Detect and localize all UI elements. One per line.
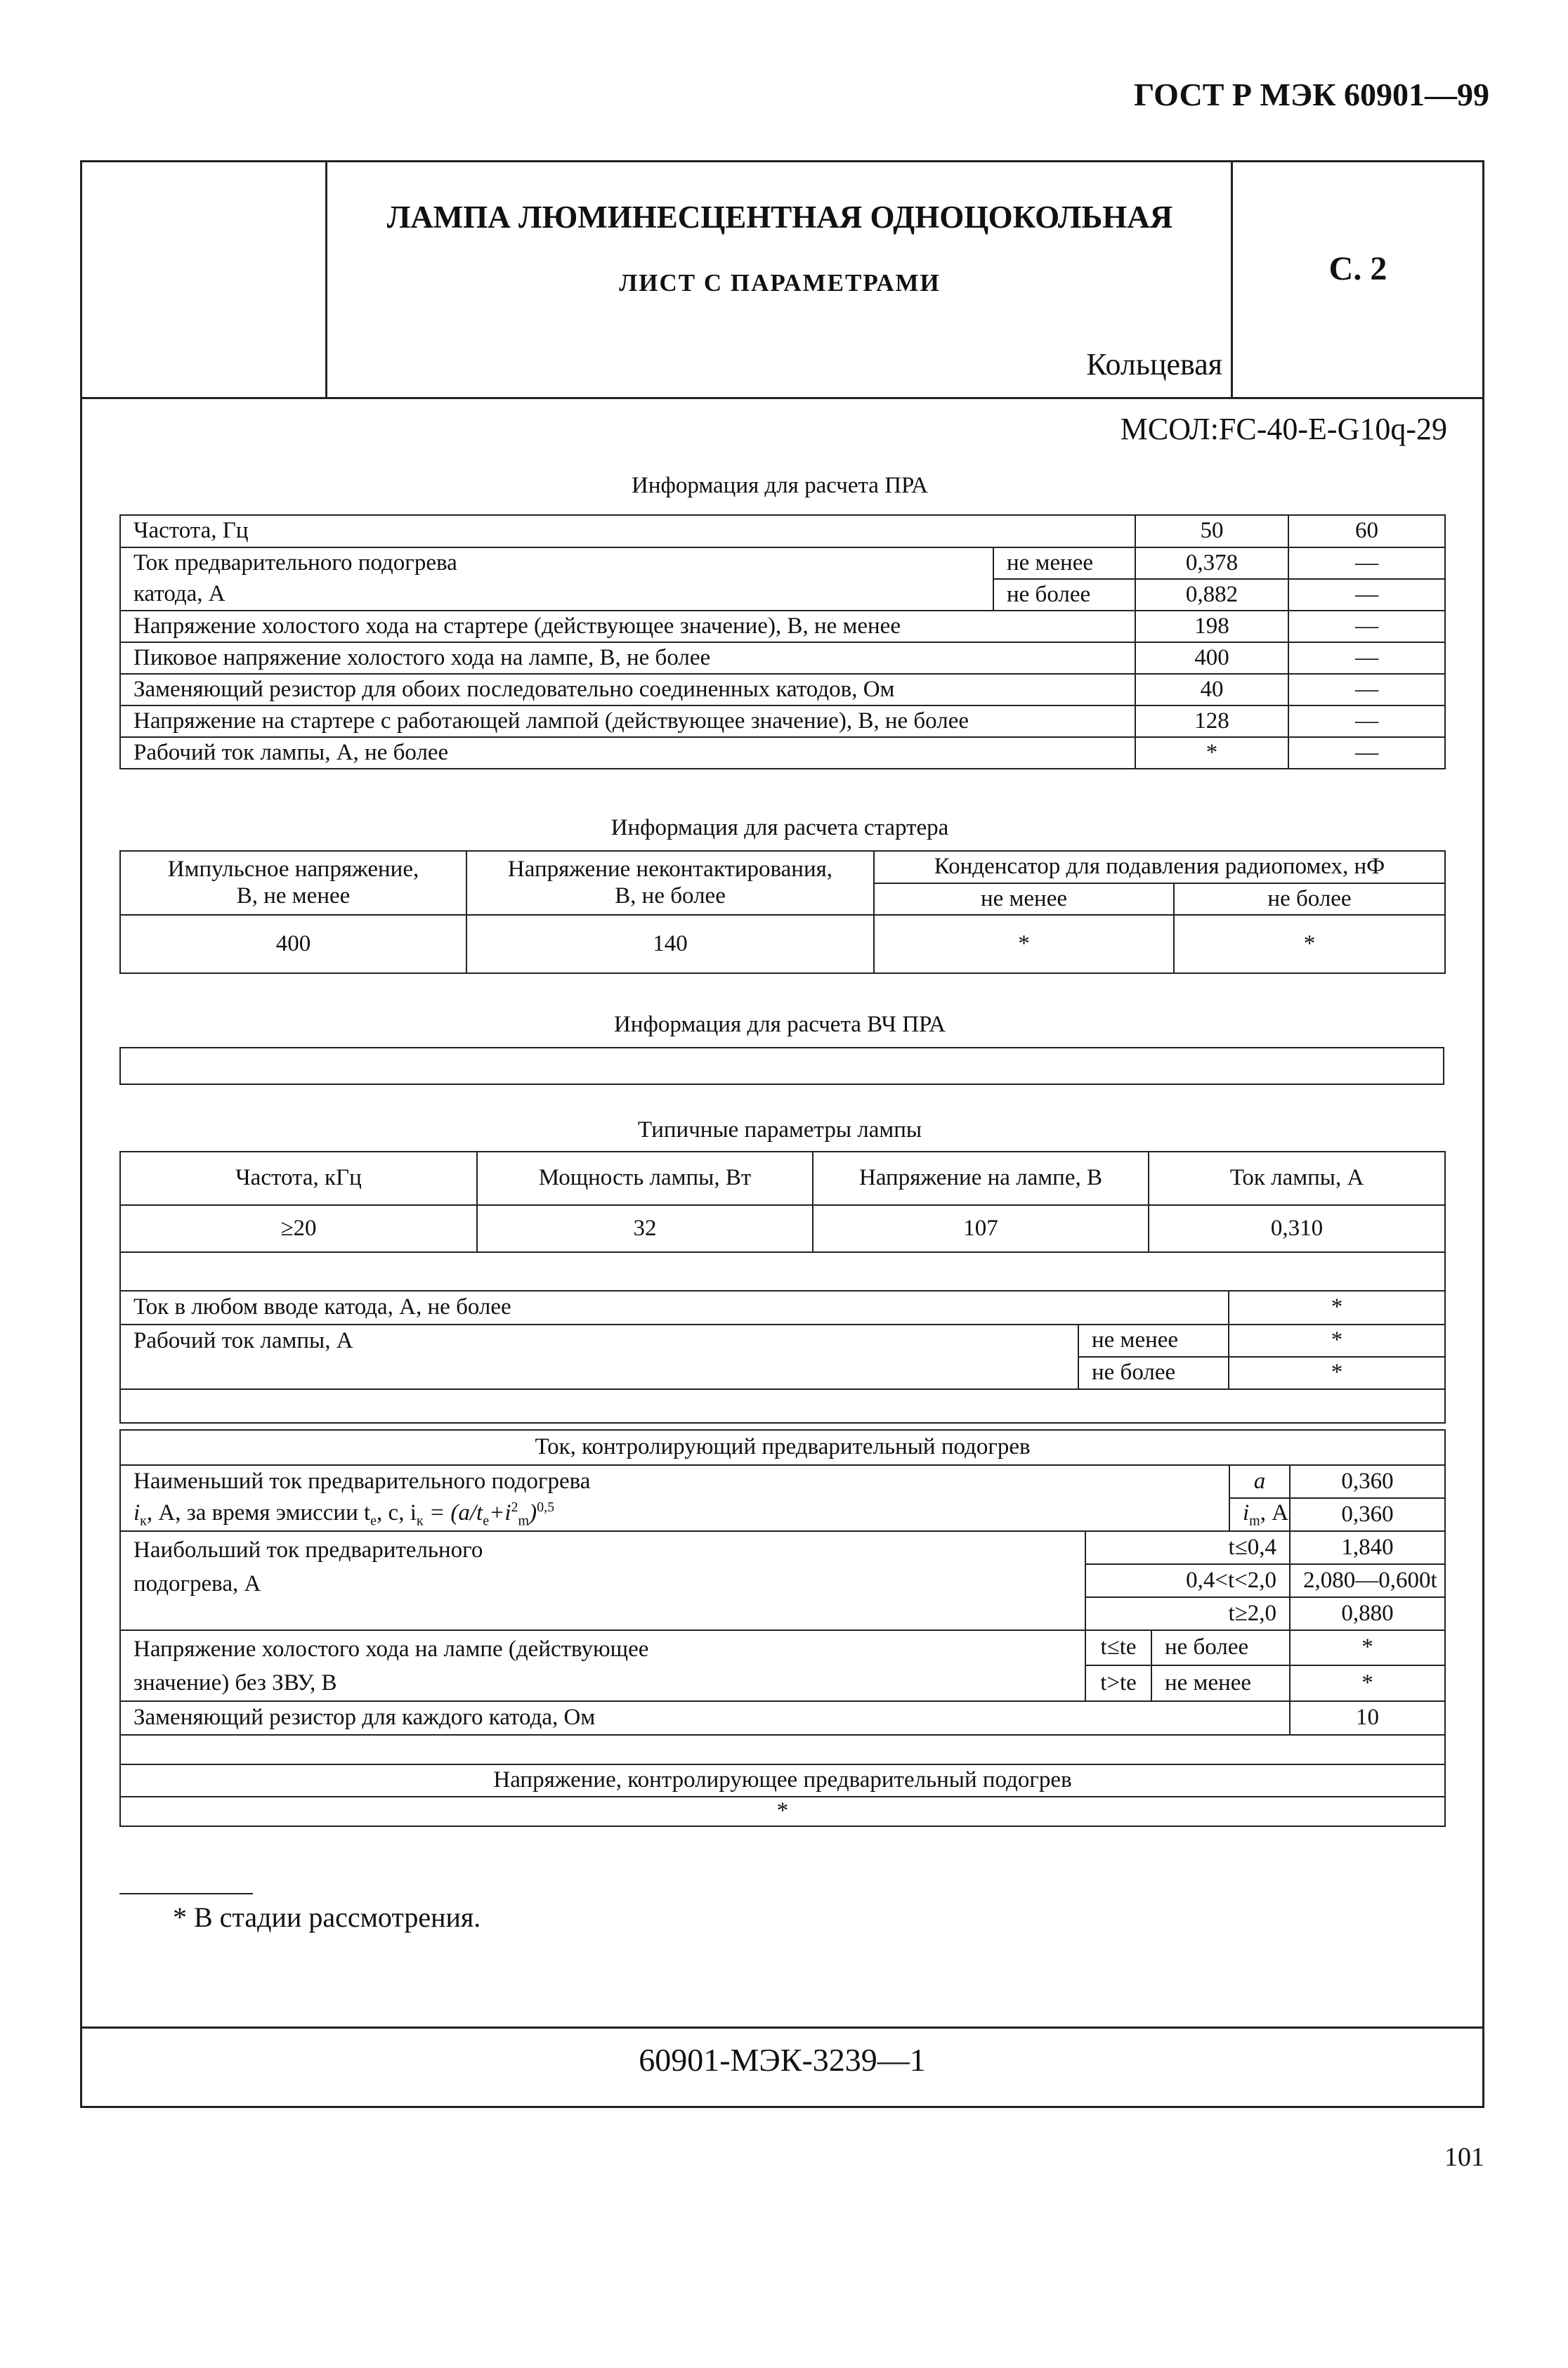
most-preheat-label [120, 1531, 1085, 1630]
op-current-min-label: не менее [1078, 1325, 1229, 1357]
table-row [120, 515, 1445, 547]
typical-value: ≥20 [120, 1205, 477, 1252]
ocv-label [120, 1630, 1085, 1701]
table-row [120, 737, 1445, 769]
typical-header: Мощность лампы, Вт [477, 1152, 813, 1205]
square-sup: 2 [511, 1499, 518, 1515]
formula-text-1: , с, i [377, 1499, 417, 1525]
capacitor-header: Конденсатор для подавления радиопомех, нФ [874, 851, 1445, 883]
table-row [120, 642, 1445, 674]
ocv-limit: не более [1151, 1630, 1290, 1665]
freq-50: 50 [1135, 515, 1288, 547]
ocv-cond: t≤te [1085, 1630, 1151, 1665]
a-symbol: a [1253, 1468, 1266, 1494]
any-input-current-label: Ток в любом вводе катода, А, не более [120, 1291, 1229, 1325]
te-sub-2: e [483, 1513, 490, 1529]
empty-row [120, 1252, 1445, 1291]
im-label [1229, 1498, 1290, 1531]
preheat-table [119, 1429, 1446, 1827]
row-label: Напряжение на стартере с работающей лампой (действующее значение), В, не более [120, 705, 1135, 737]
im-value: 0,360 [1290, 1498, 1445, 1531]
noncontact-voltage-header [466, 851, 874, 915]
row-label: Напряжение холостого хода на стартере (действующее значение), В, не менее [120, 611, 1135, 642]
starter-section-title: Информация для расчета стартера [610, 815, 949, 840]
preheat-label-2: катода, А [120, 579, 993, 611]
empty-row [120, 1735, 1445, 1764]
formula-text-2: = (a/t [423, 1499, 483, 1525]
table-row [120, 1465, 1445, 1498]
noncontact-voltage-header-line2: В, не более [615, 883, 726, 909]
header-divider [80, 397, 1484, 399]
lamp-type: Кольцевая [1086, 347, 1222, 382]
table-row [120, 1701, 1445, 1735]
table-row [120, 1048, 1444, 1084]
typical-value: 0,310 [1149, 1205, 1445, 1252]
a-label [1229, 1465, 1290, 1498]
ocv-value: * [1290, 1630, 1445, 1665]
row-value-60: — [1288, 611, 1445, 642]
cathode-table [119, 1290, 1446, 1424]
row-value-60: — [1288, 674, 1445, 705]
table-row [120, 1498, 1445, 1531]
ballast-table [119, 514, 1446, 769]
pulse-voltage-value: 400 [120, 915, 466, 973]
power-sup: 0,5 [537, 1499, 555, 1515]
least-preheat-label-2 [120, 1498, 1229, 1531]
noncontact-voltage-header-line1: Напряжение неконтактирования, [507, 856, 833, 882]
table-row [120, 1389, 1445, 1423]
te-sub: e [370, 1513, 377, 1529]
row-value-50: * [1135, 737, 1288, 769]
most-cond: 0,4<t<2,0 [1085, 1564, 1290, 1597]
page-number: 101 [1444, 2142, 1484, 2172]
noncontact-voltage-value: 140 [466, 915, 874, 973]
sheet-page: С. 2 [1328, 250, 1387, 287]
table-row [120, 1325, 1445, 1357]
most-cond: t≥2,0 [1085, 1597, 1290, 1630]
starter-table [119, 850, 1446, 974]
ik-symbol: i [133, 1499, 141, 1525]
footnote: * В стадии рассмотрения. [173, 1901, 481, 1933]
preheat-max-label: не более [993, 579, 1135, 611]
row-value-50: 198 [1135, 611, 1288, 642]
op-current-max-value: * [1229, 1357, 1445, 1389]
header-divider-left [325, 160, 327, 397]
table-row [120, 851, 1445, 883]
a-value: 0,360 [1290, 1465, 1445, 1498]
op-current-max-label: не более [1078, 1357, 1229, 1389]
preheat-min-60: — [1288, 547, 1445, 579]
preheat-min-label: не менее [993, 547, 1135, 579]
least-preheat-label-1: Наименьший ток предварительного подогрева [120, 1465, 1229, 1498]
most-value: 1,840 [1290, 1531, 1445, 1564]
table-row [120, 1291, 1445, 1325]
typical-table [119, 1151, 1446, 1292]
freq-60: 60 [1288, 515, 1445, 547]
im-symbol: i [1243, 1499, 1250, 1525]
pulse-voltage-header-line2: В, не менее [236, 883, 351, 909]
most-preheat-label-2: подогрева, А [133, 1570, 261, 1596]
table-row [120, 1252, 1445, 1291]
im-unit: , А [1260, 1499, 1289, 1525]
lamp-designation: МСОЛ:FC-40-E-G10q-29 [1120, 412, 1447, 446]
op-current-label: Рабочий ток лампы, А [120, 1325, 1078, 1389]
table-row [120, 1764, 1445, 1797]
footnote-rule [119, 1893, 253, 1894]
table-row [120, 915, 1445, 973]
most-preheat-label-1: Наибольший ток предварительного [133, 1537, 483, 1563]
table-row [120, 611, 1445, 642]
ocv-label-1: Напряжение холостого хода на лампе (действующее [133, 1637, 649, 1662]
voltage-preheat-title: Напряжение, контролирующее предварительный подогрев [120, 1764, 1445, 1797]
ocv-value: * [1290, 1665, 1445, 1700]
row-value-60: — [1288, 705, 1445, 737]
table-row [120, 1205, 1445, 1252]
row-label: Рабочий ток лампы, А, не более [120, 737, 1135, 769]
capacitor-max-value: * [1174, 915, 1445, 973]
ocv-label-2: значение) без ЗВУ, В [133, 1670, 337, 1696]
typical-value: 32 [477, 1205, 813, 1252]
preheat-section-title: Ток, контролирующий предварительный подогрев [120, 1430, 1445, 1465]
table-row [120, 705, 1445, 737]
table-row [120, 1531, 1445, 1564]
voltage-preheat-value: * [120, 1797, 1445, 1826]
im-label-sub: m [1249, 1513, 1260, 1529]
standard-number: ГОСТ Р МЭК 60901—99 [1134, 77, 1489, 112]
hf-section-title: Информация для расчета ВЧ ПРА [613, 1012, 946, 1037]
footer-divider [80, 2027, 1484, 2029]
table-row [120, 547, 1445, 579]
capacitor-min-value: * [874, 915, 1174, 973]
pulse-voltage-header [120, 851, 466, 915]
ik-sub-2: к [416, 1513, 424, 1529]
pulse-voltage-header-line1: Импульсное напряжение, [167, 856, 419, 882]
sheet-title: ЛАМПА ЛЮМИНЕСЦЕНТНАЯ ОДНОЦОКОЛЬНАЯ [386, 200, 1173, 235]
table-row [120, 1430, 1445, 1465]
table-row [120, 1152, 1445, 1205]
formula-text-3: +i [489, 1499, 511, 1525]
table-row [120, 1735, 1445, 1764]
any-input-current-value: * [1229, 1291, 1445, 1325]
op-current-min-value: * [1229, 1325, 1445, 1357]
ik-sub: к [140, 1513, 147, 1529]
resistor-value: 10 [1290, 1701, 1445, 1735]
footer-code: 60901-МЭК-3239—1 [639, 2042, 926, 2078]
row-value-50: 128 [1135, 705, 1288, 737]
most-value: 0,880 [1290, 1597, 1445, 1630]
most-value: 2,080—0,600t [1290, 1564, 1445, 1597]
preheat-max-value: 0,882 [1135, 579, 1288, 611]
preheat-label-1: Ток предварительного подогрева [120, 547, 993, 579]
typical-section-title: Типичные параметры лампы [637, 1117, 922, 1143]
typical-header: Частота, кГц [120, 1152, 477, 1205]
im-sub: m [518, 1513, 530, 1529]
row-value-50: 40 [1135, 674, 1288, 705]
row-value-50: 400 [1135, 642, 1288, 674]
freq-label: Частота, Гц [120, 515, 1135, 547]
capacitor-max-header: не более [1174, 883, 1445, 915]
typical-header: Ток лампы, А [1149, 1152, 1445, 1205]
typical-header: Напряжение на лампе, В [813, 1152, 1149, 1205]
row-label: Пиковое напряжение холостого хода на лампе, В, не более [120, 642, 1135, 674]
empty-row [120, 1389, 1445, 1423]
hf-empty-cell [120, 1048, 1444, 1084]
resistor-label: Заменяющий резистор для каждого катода, Ом [120, 1701, 1290, 1735]
emission-text: , А, за время эмиссии t [146, 1499, 371, 1525]
formula-text-4: ) [529, 1499, 537, 1525]
ballast-section-title: Информация для расчета ПРА [631, 473, 928, 498]
ocv-cond: t>te [1085, 1665, 1151, 1700]
table-row [120, 1630, 1445, 1665]
row-label: Заменяющий резистор для обоих последовательно соединенных катодов, Ом [120, 674, 1135, 705]
ocv-limit: не менее [1151, 1665, 1290, 1700]
table-row [120, 674, 1445, 705]
row-value-60: — [1288, 642, 1445, 674]
preheat-min-value: 0,378 [1135, 547, 1288, 579]
capacitor-min-header: не менее [874, 883, 1174, 915]
most-cond: t≤0,4 [1085, 1531, 1290, 1564]
preheat-max-60: — [1288, 579, 1445, 611]
table-row [120, 579, 1445, 611]
sheet-subtitle: ЛИСТ С ПАРАМЕТРАМИ [619, 269, 941, 297]
header-divider-right [1231, 160, 1233, 397]
hf-table [119, 1047, 1444, 1085]
table-row [120, 1797, 1445, 1826]
typical-value: 107 [813, 1205, 1149, 1252]
row-value-60: — [1288, 737, 1445, 769]
